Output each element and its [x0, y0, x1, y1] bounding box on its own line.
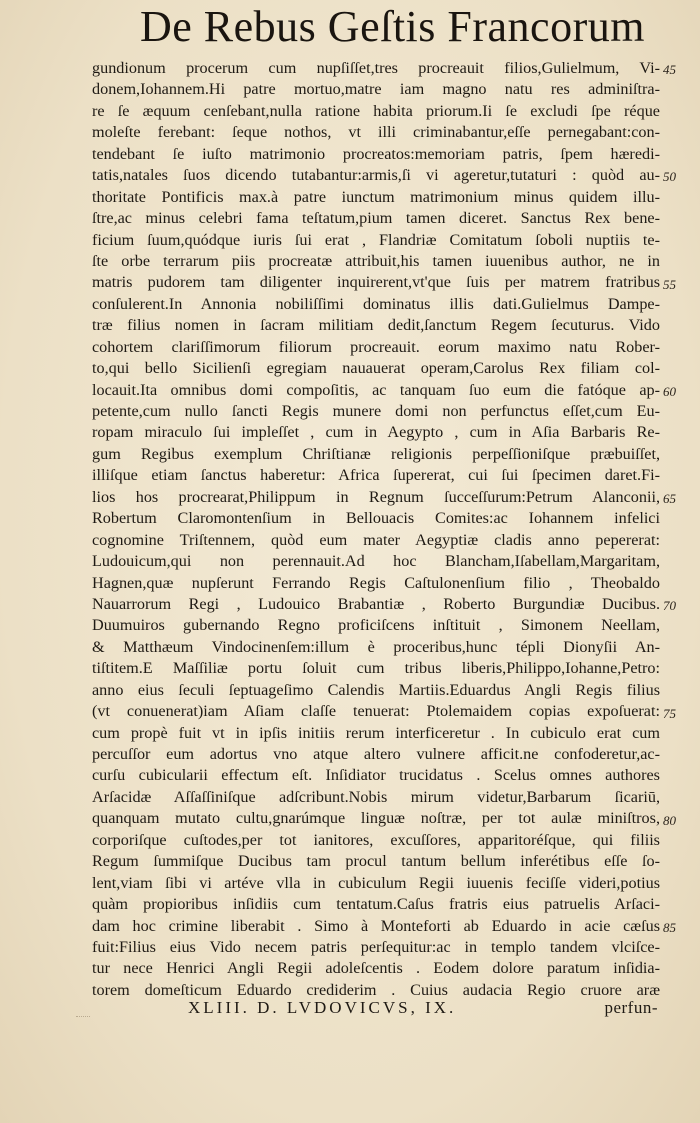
text-line: lios hos procrearat,Philippum in Regnum ſucceſſurum:Petrum Alanconii,	[92, 487, 660, 506]
margin-line-number: 50	[663, 169, 676, 185]
text-line: locauit.Ita omnibus domi compoſitis, ac tanquam ſuo eum die fatóque ap-	[92, 380, 660, 399]
text-line: to,qui bello Sicilienſi egregiam nauauerat operam,Carolus Rex filiam col-	[92, 359, 660, 378]
text-line: tiſtitem.E Maſſiliæ portu ſoluit cum tribus liberis,Philippo,Iohanne,Petro:	[92, 659, 660, 678]
text-line: dam hoc crimine liberabit . Simo à Monteforti ab Eduardo in acie cæſus	[92, 916, 660, 935]
text-line: ficium ſuum,quódque iuris ſui erat , Flandriæ Comitatum ſoboli nuptiis te-	[92, 230, 660, 249]
text-line: cognomine Triſtennem, quòd eum mater Aegyptiæ cladis anno pepererat:	[92, 530, 660, 549]
text-line: torem domeſticum Eduardo crediderim . Cuius audacia Regio cruore aræ	[92, 980, 660, 999]
text-line: Nauarrorum Regi , Ludouico Brabantiæ , Roberto Burgundiæ Ducibus.	[92, 594, 660, 613]
margin-line-number: 60	[663, 383, 676, 399]
text-line: tur nece Henrici Angli Regii adoleſcentis . Eodem dolore paratum inſidia-	[92, 959, 660, 978]
text-line: Robertum Claromontenſium in Bellouacis Comites:ac Iohannem infelici	[92, 509, 660, 528]
margin-line-number: 85	[663, 920, 676, 935]
margin-line-number: 70	[663, 598, 676, 614]
text-line: Arſacidæ Aſſaſſiniſque adſcribunt.Nobis mirum videtur,Barbarum ſicariū,	[92, 787, 660, 806]
text-line: thoritate Pontificis max.à patre iunctum matrimonium minus quidem illu-	[92, 187, 660, 206]
text-line: quàm propioribus inſidiis cum tentatum.Caſus fratris eius patruelis Arſaci-	[92, 895, 660, 914]
margin-line-number: 75	[663, 705, 676, 721]
text-line: curſu cubicularii effectum eſt. Inſidiator trucidatus . Scelus omnes authores	[92, 766, 660, 785]
text-line: Duumuiros gubernando Regno proficiſcens inſtituit , Simonem Neellam,	[92, 616, 660, 635]
text-line: tatis,natales ſuos dicendo tutabantur:armis,ſi vi ageretur,tutaturi : quòd au-	[92, 166, 660, 185]
text-line: ſtre,ac minus celebri fama teſtatum,pium tamen diceret. Sanctus Rex bene-	[92, 209, 660, 228]
text-line: cohortem clariſſimorum filiorum procreauit. eorum maximo natu Rober-	[92, 337, 660, 356]
catchword: perfun-	[604, 998, 658, 1017]
text-line: Hagnen,quæ nupſerunt Ferrando Regis Caſtulonenſium filio , Theobaldo	[92, 573, 660, 592]
text-line: & Matthæum Vindocinenſem:illum è proceribus,hunc tépli Dionyſii An-	[92, 637, 660, 656]
text-line: Regum ſummiſque Ducibus tam procul tantum bellum inferétibus eſſe ſo-	[92, 852, 660, 871]
margin-line-number: 55	[663, 276, 676, 292]
body-text	[92, 58, 660, 1001]
text-line: re ſe æquum cenſebant,nulla ratione habita priorum.Ii ſe excludi ſpe réque	[92, 101, 660, 120]
margin-line-number: 45	[663, 62, 676, 77]
text-line: petente,cum nullo ſancti Regis munere domi non perfunctus eſſet,cum Eu-	[92, 402, 660, 420]
margin-line-number: 65	[663, 491, 676, 506]
text-line: anno eius ſeculi ſeptuageſimo Calendis Martiis.Eduardus Angli Regis filius	[92, 680, 660, 699]
text-line: quanquam mutato cultu,gnarúmque linguæ noſtræ, per tot aulæ miniſtros,	[92, 809, 660, 828]
text-line: conſulerent.In Annonia nobiliſſimi dominatus illis dati.Gulielmus Dampe-	[92, 294, 660, 313]
text-line: illiſque etiam ſanctus haberetur: Africa ſupererat, cui ſui ſpecimen daret.Fi-	[92, 466, 660, 485]
text-line: cum propè fuit vt in ipſis initiis rerum interficeretur . In cubiculo erat cum	[92, 723, 660, 742]
page-footer	[188, 998, 658, 1018]
running-title: De Rebus Geſtis Francorum	[140, 2, 645, 51]
text-line: donem,Iohannem.Hi patre mortuo,matre iam magno natu res adminiſtra-	[92, 80, 660, 99]
text-line: tendebant ſe iuſto matrimonio procreatos:memoriam patris, ſpem hæredi-	[92, 144, 660, 163]
text-line: matris pudorem tam diligenter inquirerent,vt'que ſuis per matrem fratribus	[92, 273, 660, 292]
signature-mark: XLIII. D. LVDOVICVS, IX.	[188, 998, 457, 1017]
text-line: percuſſor eum adortus vno atque altero vulnere afficit.ne confoderetur,ac-	[92, 745, 660, 763]
text-line: moleſte ferebant: ſeque nothos, vt illi criminabantur,eſſe pernegabant:con-	[92, 123, 660, 142]
text-line: ſte orbe terrarum piis procreatæ attribuit,his tamen iuuenibus author, ne in	[92, 251, 660, 270]
margin-line-number: 80	[663, 812, 676, 828]
page-smudge	[76, 1016, 90, 1021]
text-line: gum Regibus exemplum Chriſtianæ religionis perpeſſioniſque præbuiſſet,	[92, 444, 660, 463]
text-line: ropam miraculo ſui impleſſet , cum in Aegypto , cum in Aſia Barbaris Re-	[92, 423, 660, 442]
text-line: lent,viam ſibi vi artéve vlla in cubiculum Regii iuuenis feciſſe videri,potius	[92, 873, 660, 892]
text-line: gundionum procerum cum nupſiſſet,tres procreauit filios,Gulielmum, Vi-	[92, 59, 660, 77]
text-line: Ludouicum,qui non perennauit.Ad hoc Blancham,Iſabellam,Margaritam,	[92, 552, 660, 571]
text-line: fuit:Filius eius Vido necem patris perſequitur:ac in templo tandem vlciſce-	[92, 937, 660, 956]
text-line: (vt conuenerat)iam Aſiam claſſe tenuerat: Ptolemaidem copias expoſuerat:	[92, 702, 660, 721]
text-line: træ filius nomen in ſacram militiam dedit,ſanctum Regem ſecuturus. Vido	[92, 316, 660, 335]
text-line: corporiſque cuſtodes,per tot ianitores, excuſſores, apparitoréſque, qui filiis	[92, 830, 660, 849]
